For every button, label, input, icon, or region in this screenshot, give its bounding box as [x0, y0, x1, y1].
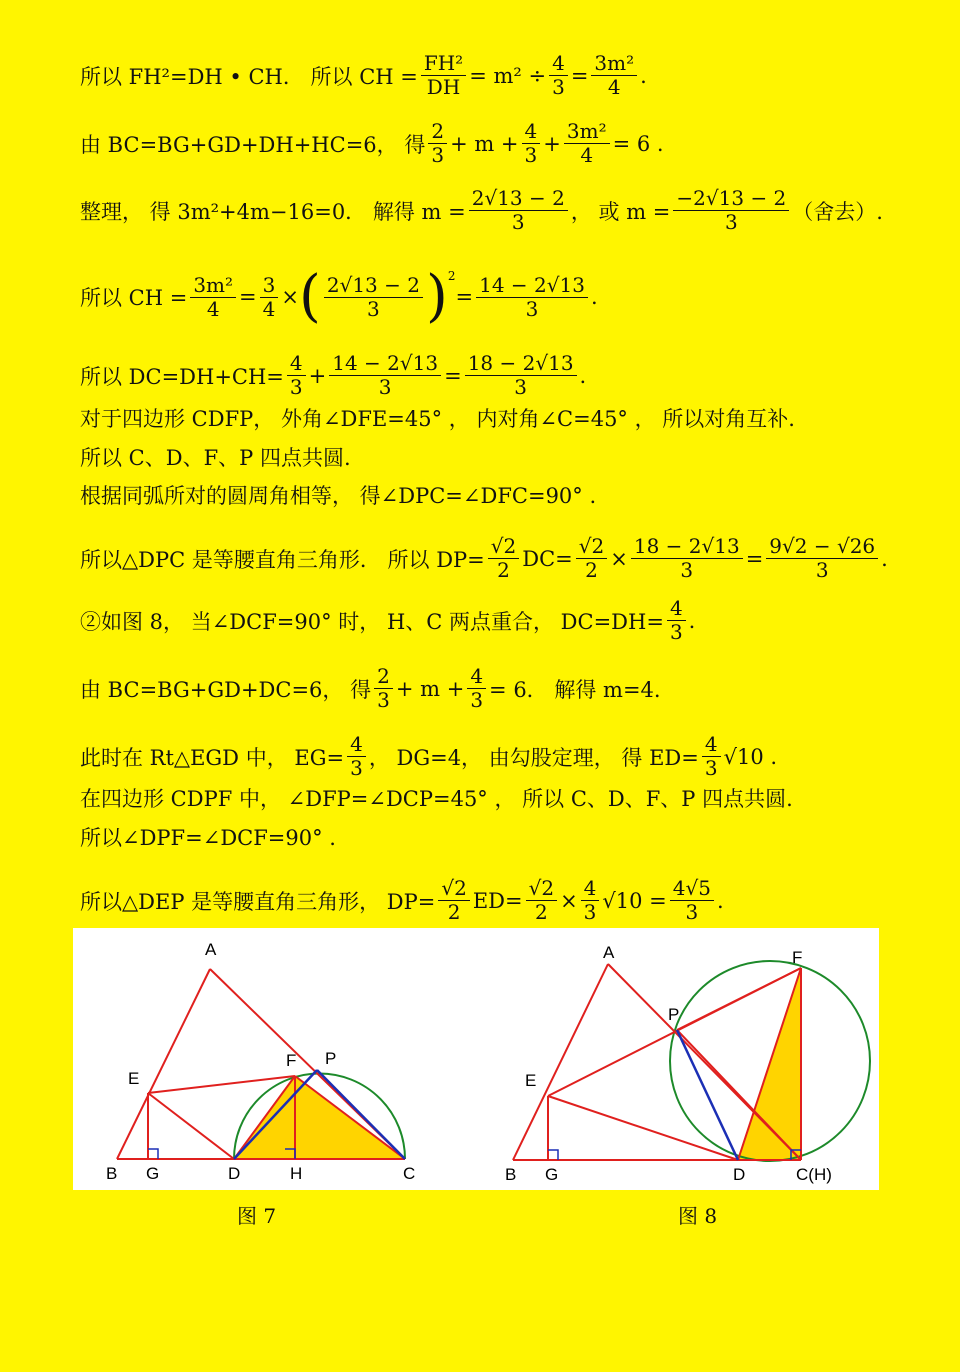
fraction	[549, 52, 568, 99]
fraction-numerator: 4√5	[670, 877, 714, 901]
fraction	[374, 665, 393, 712]
fraction	[347, 733, 366, 780]
fraction-denominator: 3	[685, 900, 699, 924]
line-text: + m +	[450, 131, 519, 156]
line-text: √10 =	[602, 888, 667, 913]
line-text: ②如图 8， 当∠DCF=90° 时， H、C 两点重合， DC=DH=	[80, 609, 664, 634]
solution-line	[80, 352, 586, 399]
solution-line	[80, 665, 661, 712]
fraction	[564, 120, 610, 167]
fraction-numerator: 4	[522, 120, 541, 144]
fraction-numerator: −2√13 − 2	[673, 187, 789, 211]
fraction-numerator: √2	[576, 535, 607, 559]
fraction-denominator: 3	[511, 210, 525, 234]
solution-line	[80, 733, 777, 780]
fraction-denominator: 3	[470, 688, 484, 712]
line-text: 所以△DEP 是等腰直角三角形， DP=	[80, 889, 436, 914]
fraction	[438, 877, 469, 924]
fraction	[576, 535, 607, 582]
fraction	[469, 187, 568, 234]
line-text: 在四边形 CDPF 中， ∠DFP=∠DCP=45° ， 所以 C、D、F、P 四点共圆.	[80, 787, 793, 811]
line-text: 此时在 Rt△EGD 中， EG=	[80, 745, 345, 770]
fraction	[190, 274, 236, 321]
line-text: ×	[560, 888, 578, 913]
fraction-numerator: √2	[438, 877, 469, 901]
fraction	[488, 535, 519, 582]
fraction-numerator: 4	[581, 877, 600, 901]
line-text: ×	[610, 546, 628, 571]
fraction-denominator: 3	[514, 375, 527, 399]
line-text: ×	[281, 285, 299, 309]
line-text: 所以 FH²=DH • CH． 所以 CH =	[80, 64, 418, 89]
fraction	[667, 597, 686, 644]
fraction-numerator: 14 − 2√13	[476, 274, 588, 298]
fig8-label-A: A	[603, 943, 615, 962]
fraction	[287, 352, 306, 399]
fig8-ed	[548, 1096, 738, 1160]
fraction	[428, 120, 447, 167]
fig7-label-D: D	[228, 1164, 241, 1183]
left-paren: (	[299, 264, 321, 329]
line-text: .	[579, 363, 587, 388]
fraction-denominator: 3	[350, 756, 363, 780]
fraction-denominator: 3	[431, 143, 445, 167]
fraction	[673, 187, 789, 234]
fig8-label-D: D	[733, 1165, 746, 1184]
line-text: √10 .	[723, 744, 778, 769]
line-text: 所以 C、D、F、P 四点共圆.	[80, 446, 351, 470]
fraction-numerator: FH²	[421, 52, 466, 76]
fraction	[329, 352, 441, 399]
fraction	[260, 274, 279, 321]
fraction-denominator: 4	[206, 296, 220, 321]
fraction-numerator: 14 − 2√13	[329, 352, 441, 376]
fraction-denominator: 3	[583, 900, 597, 924]
solution-line	[80, 52, 647, 99]
line-text: 所以 DC=DH+CH=	[80, 364, 284, 389]
solution-line	[80, 403, 795, 433]
fraction	[324, 274, 423, 321]
line-text: =	[455, 285, 474, 309]
fig7-label-C: C	[403, 1164, 416, 1183]
fraction-numerator: 3m²	[564, 120, 610, 144]
solution-line	[80, 822, 336, 852]
fig7-ed	[148, 1093, 234, 1159]
fig8-label-E: E	[525, 1071, 537, 1090]
line-text: （舍去）.	[792, 199, 883, 224]
fraction-denominator: 3	[669, 620, 683, 644]
solution-line	[80, 442, 351, 472]
fraction-denominator: 3	[680, 558, 694, 582]
fig7-label-E: E	[128, 1069, 140, 1088]
fraction	[522, 120, 541, 167]
fraction-numerator: 2	[374, 665, 393, 689]
line-text: 所以 CH =	[80, 286, 188, 310]
fraction-numerator: 4	[467, 665, 486, 689]
fraction-denominator: 2	[447, 900, 461, 924]
fraction-numerator: 4	[347, 733, 366, 757]
fig8-ab	[513, 964, 608, 1160]
fraction	[467, 665, 486, 712]
line-text: ED=	[472, 888, 523, 913]
fraction-numerator: √2	[488, 535, 519, 559]
line-text: + m +	[395, 676, 465, 701]
fraction-numerator: 2	[428, 120, 447, 144]
line-text: .	[688, 608, 696, 633]
fig8-label-B: B	[505, 1165, 517, 1184]
line-text: = 6． 解得 m=4.	[489, 677, 661, 702]
line-text: 所以△DPC 是等腰直角三角形． 所以 DP=	[80, 547, 485, 572]
fraction-numerator: 4	[667, 597, 686, 621]
fraction-denominator: 3	[552, 75, 565, 99]
fig8-label-C: C(H)	[796, 1165, 832, 1184]
fig7-yellow-triangle	[234, 1076, 405, 1159]
fraction-numerator: 2√13 − 2	[469, 187, 568, 211]
figure-8	[505, 943, 870, 1184]
fraction-denominator: 2	[497, 558, 510, 582]
solution-line	[80, 264, 598, 329]
fig8-label-P: P	[668, 1005, 680, 1024]
fig7-label-G: G	[146, 1164, 160, 1183]
fig8-pf	[677, 968, 801, 1030]
line-text: ， 或 m =	[570, 199, 671, 224]
line-text: 根据同弧所对的圆周角相等， 得∠DPC=∠DFC=90° .	[80, 484, 597, 508]
line-text: 整理， 得 3m²+4m−16=0． 解得 m =	[80, 199, 466, 224]
fraction-denominator: 4	[262, 296, 276, 321]
figure-8-caption: 图 8	[678, 1204, 718, 1228]
fraction-denominator: 3	[724, 210, 738, 234]
fraction-denominator: 3	[377, 688, 390, 712]
fraction-denominator: 4	[607, 75, 621, 99]
fraction-denominator: 2	[534, 900, 548, 924]
fraction-numerator: 3m²	[591, 52, 637, 76]
fraction-numerator: 3m²	[190, 274, 236, 298]
fig8-label-G: G	[545, 1165, 559, 1184]
line-text: .	[640, 63, 647, 88]
fraction-numerator: 4	[702, 733, 721, 757]
fraction-numerator: 4	[287, 352, 306, 376]
fraction-denominator: 3	[367, 296, 380, 321]
line-text: 由 BC=BG+GD+DH+HC=6， 得	[80, 132, 426, 157]
fraction-numerator: 18 − 2√13	[631, 535, 743, 559]
fraction-denominator: 2	[585, 558, 598, 582]
fraction-numerator: 9√2 − √26	[766, 535, 878, 559]
fig7-label-B: B	[106, 1164, 118, 1183]
fraction-denominator: 3	[815, 558, 829, 582]
fraction	[581, 877, 600, 924]
fraction	[702, 733, 721, 780]
line-text: 对于四边形 CDFP， 外角∠DFE=45° ， 内对角∠C=45° ， 所以对角互补.	[80, 407, 795, 431]
solution-line	[80, 877, 724, 924]
geometry-figures	[73, 928, 879, 1190]
fraction-numerator: 3	[260, 274, 279, 298]
fraction	[465, 352, 577, 399]
fraction-denominator: 4	[580, 143, 594, 167]
line-text: ， DG=4， 由勾股定理， 得 ED=	[368, 745, 699, 770]
fraction	[670, 877, 714, 924]
solution-line	[80, 535, 888, 582]
fig7-ef	[148, 1076, 295, 1093]
fraction	[591, 52, 637, 99]
fraction-denominator: 3	[524, 143, 538, 167]
fraction-denominator: DH	[426, 75, 461, 99]
fraction	[476, 274, 588, 321]
line-text: 所以∠DPF=∠DCF=90° .	[80, 826, 336, 850]
fraction	[421, 52, 466, 99]
figure-7-caption: 图 7	[237, 1204, 277, 1228]
line-text: =	[239, 285, 257, 309]
right-paren: )	[425, 264, 448, 329]
fraction-numerator: 4	[549, 52, 568, 76]
fig8-right-angle-g	[548, 1150, 558, 1160]
line-text: = 6 .	[612, 131, 664, 156]
fraction-numerator: √2	[526, 877, 557, 901]
fig7-label-H: H	[290, 1164, 303, 1183]
figure-7	[106, 940, 415, 1183]
fraction	[526, 877, 557, 924]
line-text: =	[444, 363, 462, 388]
fig7-label-A: A	[205, 940, 217, 959]
solution-line	[80, 597, 695, 644]
line-text: .	[881, 546, 888, 571]
solution-line	[80, 120, 664, 167]
fraction-denominator: 3	[289, 375, 303, 399]
fig8-label-F: F	[792, 948, 803, 967]
solution-line	[80, 480, 596, 510]
line-text: = m² ÷	[469, 63, 547, 88]
line-text: +	[308, 363, 327, 388]
line-text: .	[716, 888, 724, 913]
fig7-right-angle-g	[148, 1149, 158, 1159]
figure-panel	[73, 928, 879, 1190]
fraction-denominator: 3	[378, 375, 392, 399]
line-text: =	[745, 546, 764, 571]
fraction-denominator: 3	[704, 756, 718, 780]
fraction	[631, 535, 743, 582]
line-text: =	[570, 63, 589, 88]
fig7-label-F: F	[286, 1051, 297, 1070]
solution-line	[80, 187, 883, 234]
fig8-pd	[677, 1030, 738, 1160]
exponent: 2	[447, 269, 456, 283]
fraction-numerator: 2√13 − 2	[324, 274, 423, 298]
line-text: 由 BC=BG+GD+DC=6， 得	[80, 677, 372, 702]
line-text: +	[543, 131, 561, 156]
fraction-denominator: 3	[525, 296, 539, 321]
solution-line	[80, 783, 793, 813]
line-text: .	[590, 285, 598, 309]
fraction-numerator: 18 − 2√13	[465, 352, 577, 376]
line-text: DC=	[522, 546, 573, 571]
fig7-label-P: P	[325, 1049, 337, 1068]
fraction	[766, 535, 878, 582]
